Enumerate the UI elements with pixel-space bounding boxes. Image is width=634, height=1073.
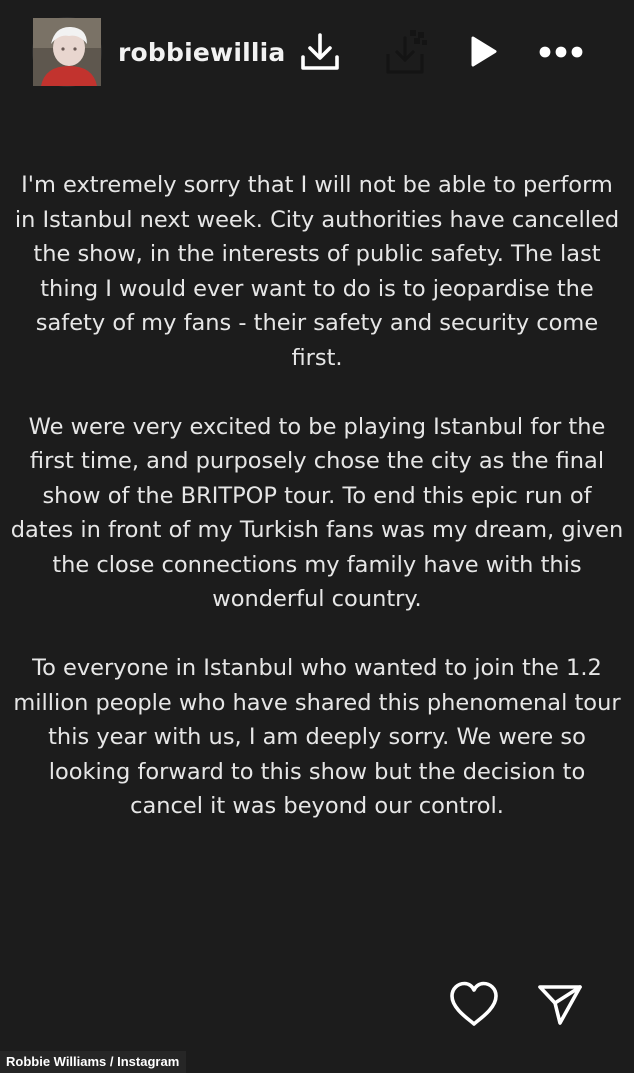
username[interactable]: robbiewillia xyxy=(118,38,286,67)
story-message xyxy=(10,168,624,824)
avatar-image xyxy=(33,18,101,86)
story-header xyxy=(0,0,634,100)
save-to-collection-icon[interactable] xyxy=(380,26,432,78)
photo-credit: Robbie Williams / Instagram xyxy=(0,1051,186,1073)
message-paragraph: I'm extremely sorry that I will not be able to perform in Istanbul next week. City authorities have cancelled the show, in the interests of public safety. The last thing I would ever want to do is to jeopardise the safety of my fans - their safety and security come first. xyxy=(14,172,620,371)
send-icon[interactable] xyxy=(532,976,588,1032)
message-paragraph: We were very excited to be playing Istanbul for the first time, and purposely chose the city as the final show of the BRITPOP tour. To end this epic run of dates in front of my Turkish fans was my dream, given the close connections my family have with this wonderful country. xyxy=(10,413,624,612)
more-options-icon[interactable] xyxy=(535,26,587,78)
avatar[interactable] xyxy=(32,17,102,87)
download-icon[interactable] xyxy=(294,26,346,78)
play-icon[interactable] xyxy=(456,26,508,78)
message-paragraph: To everyone in Istanbul who wanted to join the 1.2 million people who have shared this phenomenal tour this year with us, I am deeply sorry. We were so looking forward to this show but the decision to cancel it was beyond our control. xyxy=(13,655,621,819)
heart-icon[interactable] xyxy=(446,976,502,1032)
